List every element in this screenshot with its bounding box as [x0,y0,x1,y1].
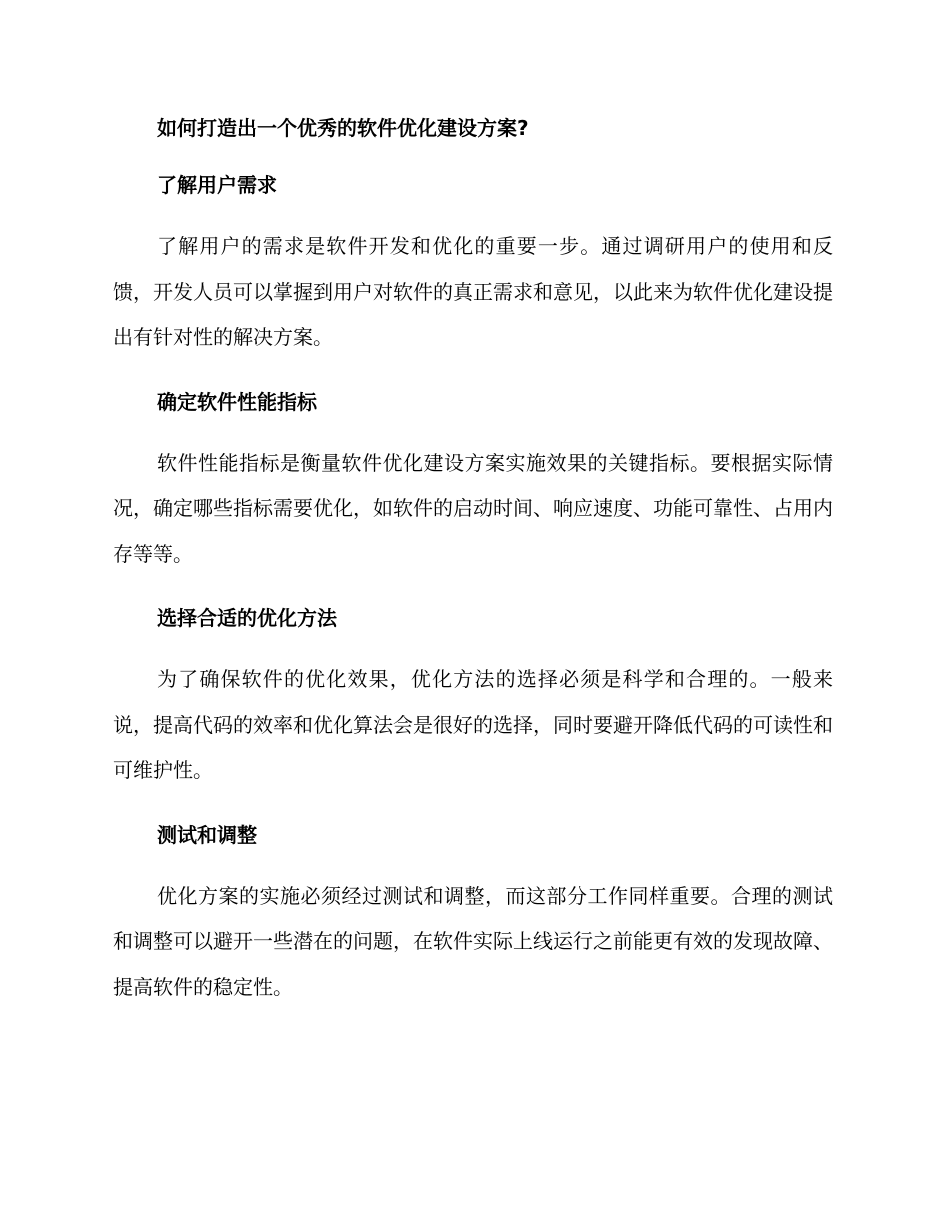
section-body-optimization-methods: 为了确保软件的优化效果，优化方法的选择必须是科学和合理的。一般来说，提高代码的效率和优化算法会是很好的选择，同时要避开降低代码的可读性和可维护性。 [113,667,833,782]
section-body-testing-adjustment: 优化方案的实施必须经过测试和调整，而这部分工作同样重要。合理的测试和调整可以避开一些潜在的问题，在软件实际上线运行之前能更有效的发现故障、提高软件的稳定性。 [113,883,833,999]
section-heading-optimization-methods: 选择合适的优化方法 [157,606,337,630]
section-body-user-needs: 了解用户的需求是软件开发和优化的重要一步。通过调研用户的使用和反馈，开发人员可以掌握到用户对软件的真正需求和意见，以此来为软件优化建设提出有针对性的解决方案。 [113,234,833,349]
section-heading-performance-metrics: 确定软件性能指标 [157,389,317,414]
document-content [113,112,833,1035]
section-heading-user-needs: 了解用户需求 [157,173,277,197]
document-title: 如何打造出一个优秀的软件优化建设方案? [157,116,529,140]
section-body-performance-metrics: 软件性能指标是衡量软件优化建设方案实施效果的关键指标。要根据实际情况，确定哪些指标需要优化，如软件的启动时间、响应速度、功能可靠性、占用内存等等。 [113,450,833,566]
section-heading-testing-adjustment: 测试和调整 [157,822,257,847]
